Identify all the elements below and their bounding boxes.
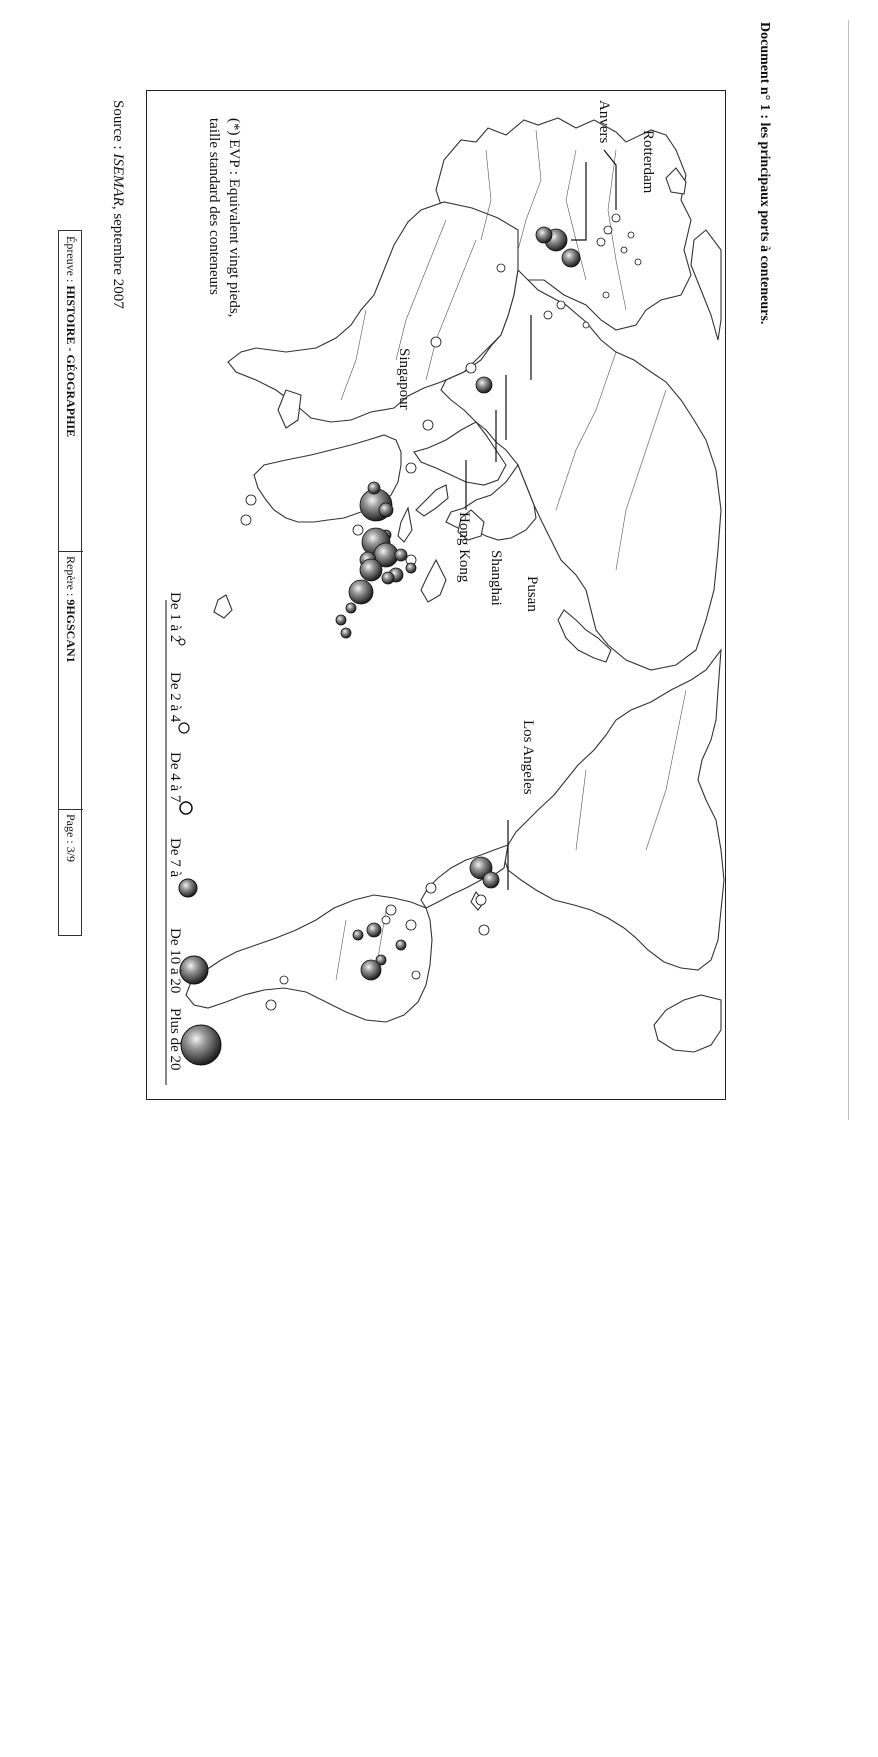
footer-repere-value: 9HGSCAN1	[64, 599, 78, 663]
page-edge-line	[848, 20, 849, 1120]
land-new-zealand	[214, 595, 232, 618]
label-los-angeles: Los Angeles	[520, 720, 536, 795]
footer-separator-1	[59, 551, 83, 552]
port-manzanillo	[426, 883, 436, 893]
legend-label-1: De 1 à 2	[167, 592, 183, 643]
port-hamburg	[562, 249, 580, 267]
port-new-york	[367, 923, 381, 937]
label-shanghai: Shanghai	[488, 550, 504, 606]
port-caribbean-1	[396, 940, 406, 950]
port-japan-2	[336, 615, 346, 625]
footnote-line-1: (*) EVP : Equivalent vingt pieds,	[226, 118, 242, 318]
land-new-guinea	[421, 560, 446, 602]
port-klang	[379, 503, 393, 517]
legend-label-3: De 4 à 7	[167, 752, 183, 803]
port-qingdao	[395, 549, 407, 561]
port-pusan	[349, 580, 373, 604]
footnote	[204, 118, 244, 317]
legend-symbol-5	[180, 956, 208, 984]
port-africa-west	[497, 264, 505, 272]
label-pusan: Pusan	[524, 576, 540, 612]
source-prefix: Source :	[110, 100, 126, 154]
footer-epreuve	[63, 236, 78, 437]
port-japan-3	[341, 628, 351, 638]
port-dubai	[476, 377, 492, 393]
source-suffix: , septembre 2007	[110, 205, 126, 309]
port-med-1	[557, 301, 565, 309]
port-panama-2	[382, 916, 390, 924]
legend-symbol-3	[180, 802, 192, 814]
source-line	[109, 100, 126, 309]
port-med-3	[583, 322, 589, 328]
port-europe-2	[604, 226, 612, 234]
source-name: ISEMAR	[110, 153, 126, 206]
port-salalah	[423, 420, 433, 430]
footer-epreuve-value: HISTOIRE - GÉOGRAPHIE	[64, 285, 78, 438]
document-title: Document n° 1 : les principaux ports à conteneurs.	[757, 22, 772, 325]
land-north-america	[504, 650, 724, 970]
legend-label-6: Plus de 20	[167, 1008, 183, 1071]
port-tanjung	[368, 482, 380, 494]
label-rotterdam: Rotterdam	[640, 130, 656, 194]
legend-label-5: De 10 à 20	[167, 928, 183, 994]
port-long-beach	[483, 872, 499, 888]
port-virginia	[353, 930, 363, 940]
land-scandinavia	[691, 230, 721, 340]
footer-page: Page : 3/9	[64, 814, 78, 862]
port-brazil	[266, 1000, 276, 1010]
port-australia-1	[246, 495, 256, 505]
legend-symbol-6	[181, 1025, 221, 1065]
port-jakarta	[353, 525, 363, 535]
footer-repere	[63, 556, 78, 663]
footer-separator-2	[59, 809, 83, 810]
legend-symbol-2	[179, 723, 189, 733]
port-africa-south	[431, 337, 441, 347]
port-australia-2	[241, 515, 251, 525]
port-europe-5	[628, 232, 634, 238]
port-halifax	[412, 971, 420, 979]
legend-label-2: De 2 à 4	[167, 672, 183, 723]
land-madagascar	[278, 390, 301, 428]
port-jeddah	[466, 363, 476, 373]
port-japan-1	[346, 603, 356, 613]
port-europe-6	[635, 259, 641, 265]
port-colombo	[406, 463, 416, 473]
label-anvers: Anvers	[596, 100, 612, 144]
port-panama	[386, 905, 396, 915]
land-greenland	[654, 995, 721, 1052]
port-med-4	[603, 292, 609, 298]
land-java	[398, 508, 412, 542]
port-ningbo	[382, 572, 394, 584]
label-hong-kong: Hong Kong	[456, 512, 472, 583]
port-europe-3	[612, 214, 620, 222]
port-europe-4	[621, 247, 627, 253]
port-shanghai	[360, 559, 382, 581]
continents	[186, 118, 724, 1052]
port-med-2	[544, 311, 552, 319]
footnote-line-2: taille standard des conteneurs	[206, 118, 222, 296]
port-caribbean-2	[361, 960, 381, 980]
port-anvers	[536, 227, 552, 243]
port-tianjin	[406, 563, 416, 573]
legend-label-4: De 7 à	[167, 838, 183, 878]
port-argentina	[280, 976, 288, 984]
land-sumatra	[416, 485, 448, 516]
port-europe-1	[597, 238, 605, 246]
land-south-america	[186, 895, 432, 1022]
label-singapour: Singapour	[396, 348, 412, 410]
footer-epreuve-label: Épreuve :	[64, 236, 78, 286]
port-houston	[406, 920, 416, 930]
footer-repere-label: Repère :	[64, 556, 78, 600]
port-oakland	[476, 895, 486, 905]
port-seattle	[479, 925, 489, 935]
legend-symbol-4	[179, 879, 197, 897]
